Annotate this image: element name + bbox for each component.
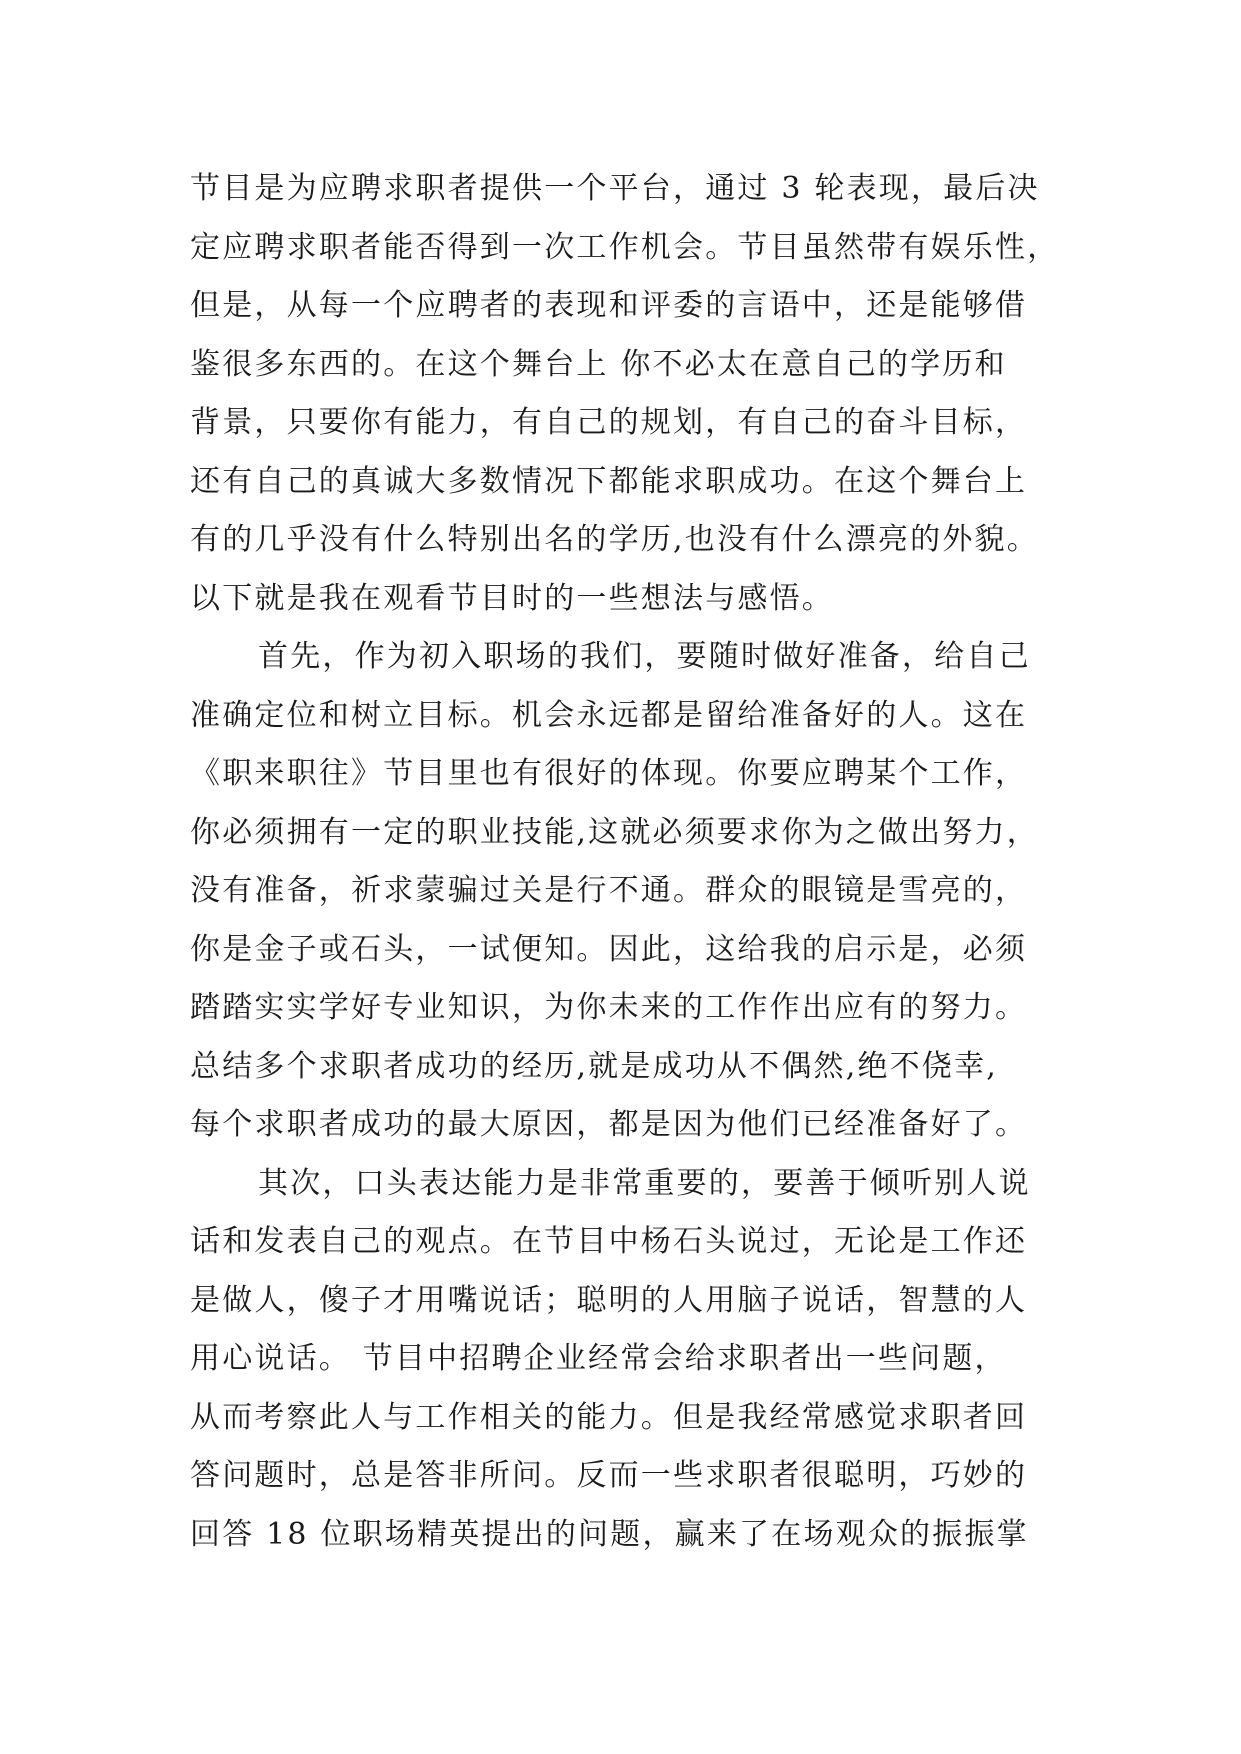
text-line: 总结多个求职者成功的经历,就是成功从不偶然,绝不侥幸, <box>190 1048 999 1084</box>
text-line: 你是金子或石头，一试便知。因此，这给我的启示是，必须 <box>190 931 1028 967</box>
text-line: 节目是为应聘求职者提供一个平台，通过 3 轮表现，最后决 <box>190 171 1040 206</box>
text-line: 背景，只要你有能力，有自己的规划，有自己的奋斗目标， <box>190 405 1028 440</box>
text-line: 答问题时，总是答非所问。反而一些求职者很聪明，巧妙的 <box>190 1458 1028 1493</box>
paragraph-first-line: 首先，作为初入职场的我们，要随时做好准备，给自己 <box>258 639 1031 674</box>
text-line: 话和发表自己的观点。在节目中杨石头说过，无论是工作还 <box>190 1224 1028 1259</box>
text-line: 还有自己的真诚大多数情况下都能求职成功。在这个舞台上 <box>190 463 1028 499</box>
text-line: 有的几乎没有什么特别出名的学历,也没有什么漂亮的外貌。 <box>190 522 1039 557</box>
text-line: 回答 18 位职场精英提出的问题，赢来了在场观众的振振掌 <box>190 1516 1029 1552</box>
text-line: 没有准备，祈求蒙骗过关是行不通。群众的眼镜是雪亮的， <box>190 873 1028 908</box>
text-line: 每个求职者成功的最大原因，都是因为他们已经准备好了。 <box>190 1107 1028 1142</box>
paragraph-first-line: 其次，口头表达能力是非常重要的，要善于倾听别人说 <box>258 1165 1031 1201</box>
text-line: 《职来职往》节目里也有很好的体现。你要应聘某个工作， <box>190 756 1028 791</box>
text-line: 鉴很多东西的。在这个舞台上 你不必太在意自己的学历和 <box>190 346 1007 382</box>
body-text <box>190 160 1090 1564</box>
text-line: 准确定位和树立目标。机会永远都是留给准备好的人。这在 <box>190 697 1028 733</box>
text-line: 以下就是我在观看节目时的一些想法与感悟。 <box>190 580 834 616</box>
text-line: 用心说话。 节目中招聘企业经常会给求职者出一些问题， <box>190 1341 1007 1376</box>
text-line: 踏踏实实学好专业知识，为你未来的工作作出应有的努力。 <box>190 990 1028 1025</box>
text-line: 定应聘求职者能否得到一次工作机会。节目虽然带有娱乐性， <box>190 229 1060 265</box>
text-line: 你必须拥有一定的职业技能,这就必须要求你为之做出努力， <box>190 814 1039 850</box>
text-line: 是做人，傻子才用嘴说话；聪明的人用脑子说话，智慧的人 <box>190 1282 1028 1318</box>
text-line: 从而考察此人与工作相关的能力。但是我经常感觉求职者回 <box>190 1399 1028 1435</box>
text-line: 但是，从每一个应聘者的表现和评委的言语中，还是能够借 <box>190 288 1028 323</box>
